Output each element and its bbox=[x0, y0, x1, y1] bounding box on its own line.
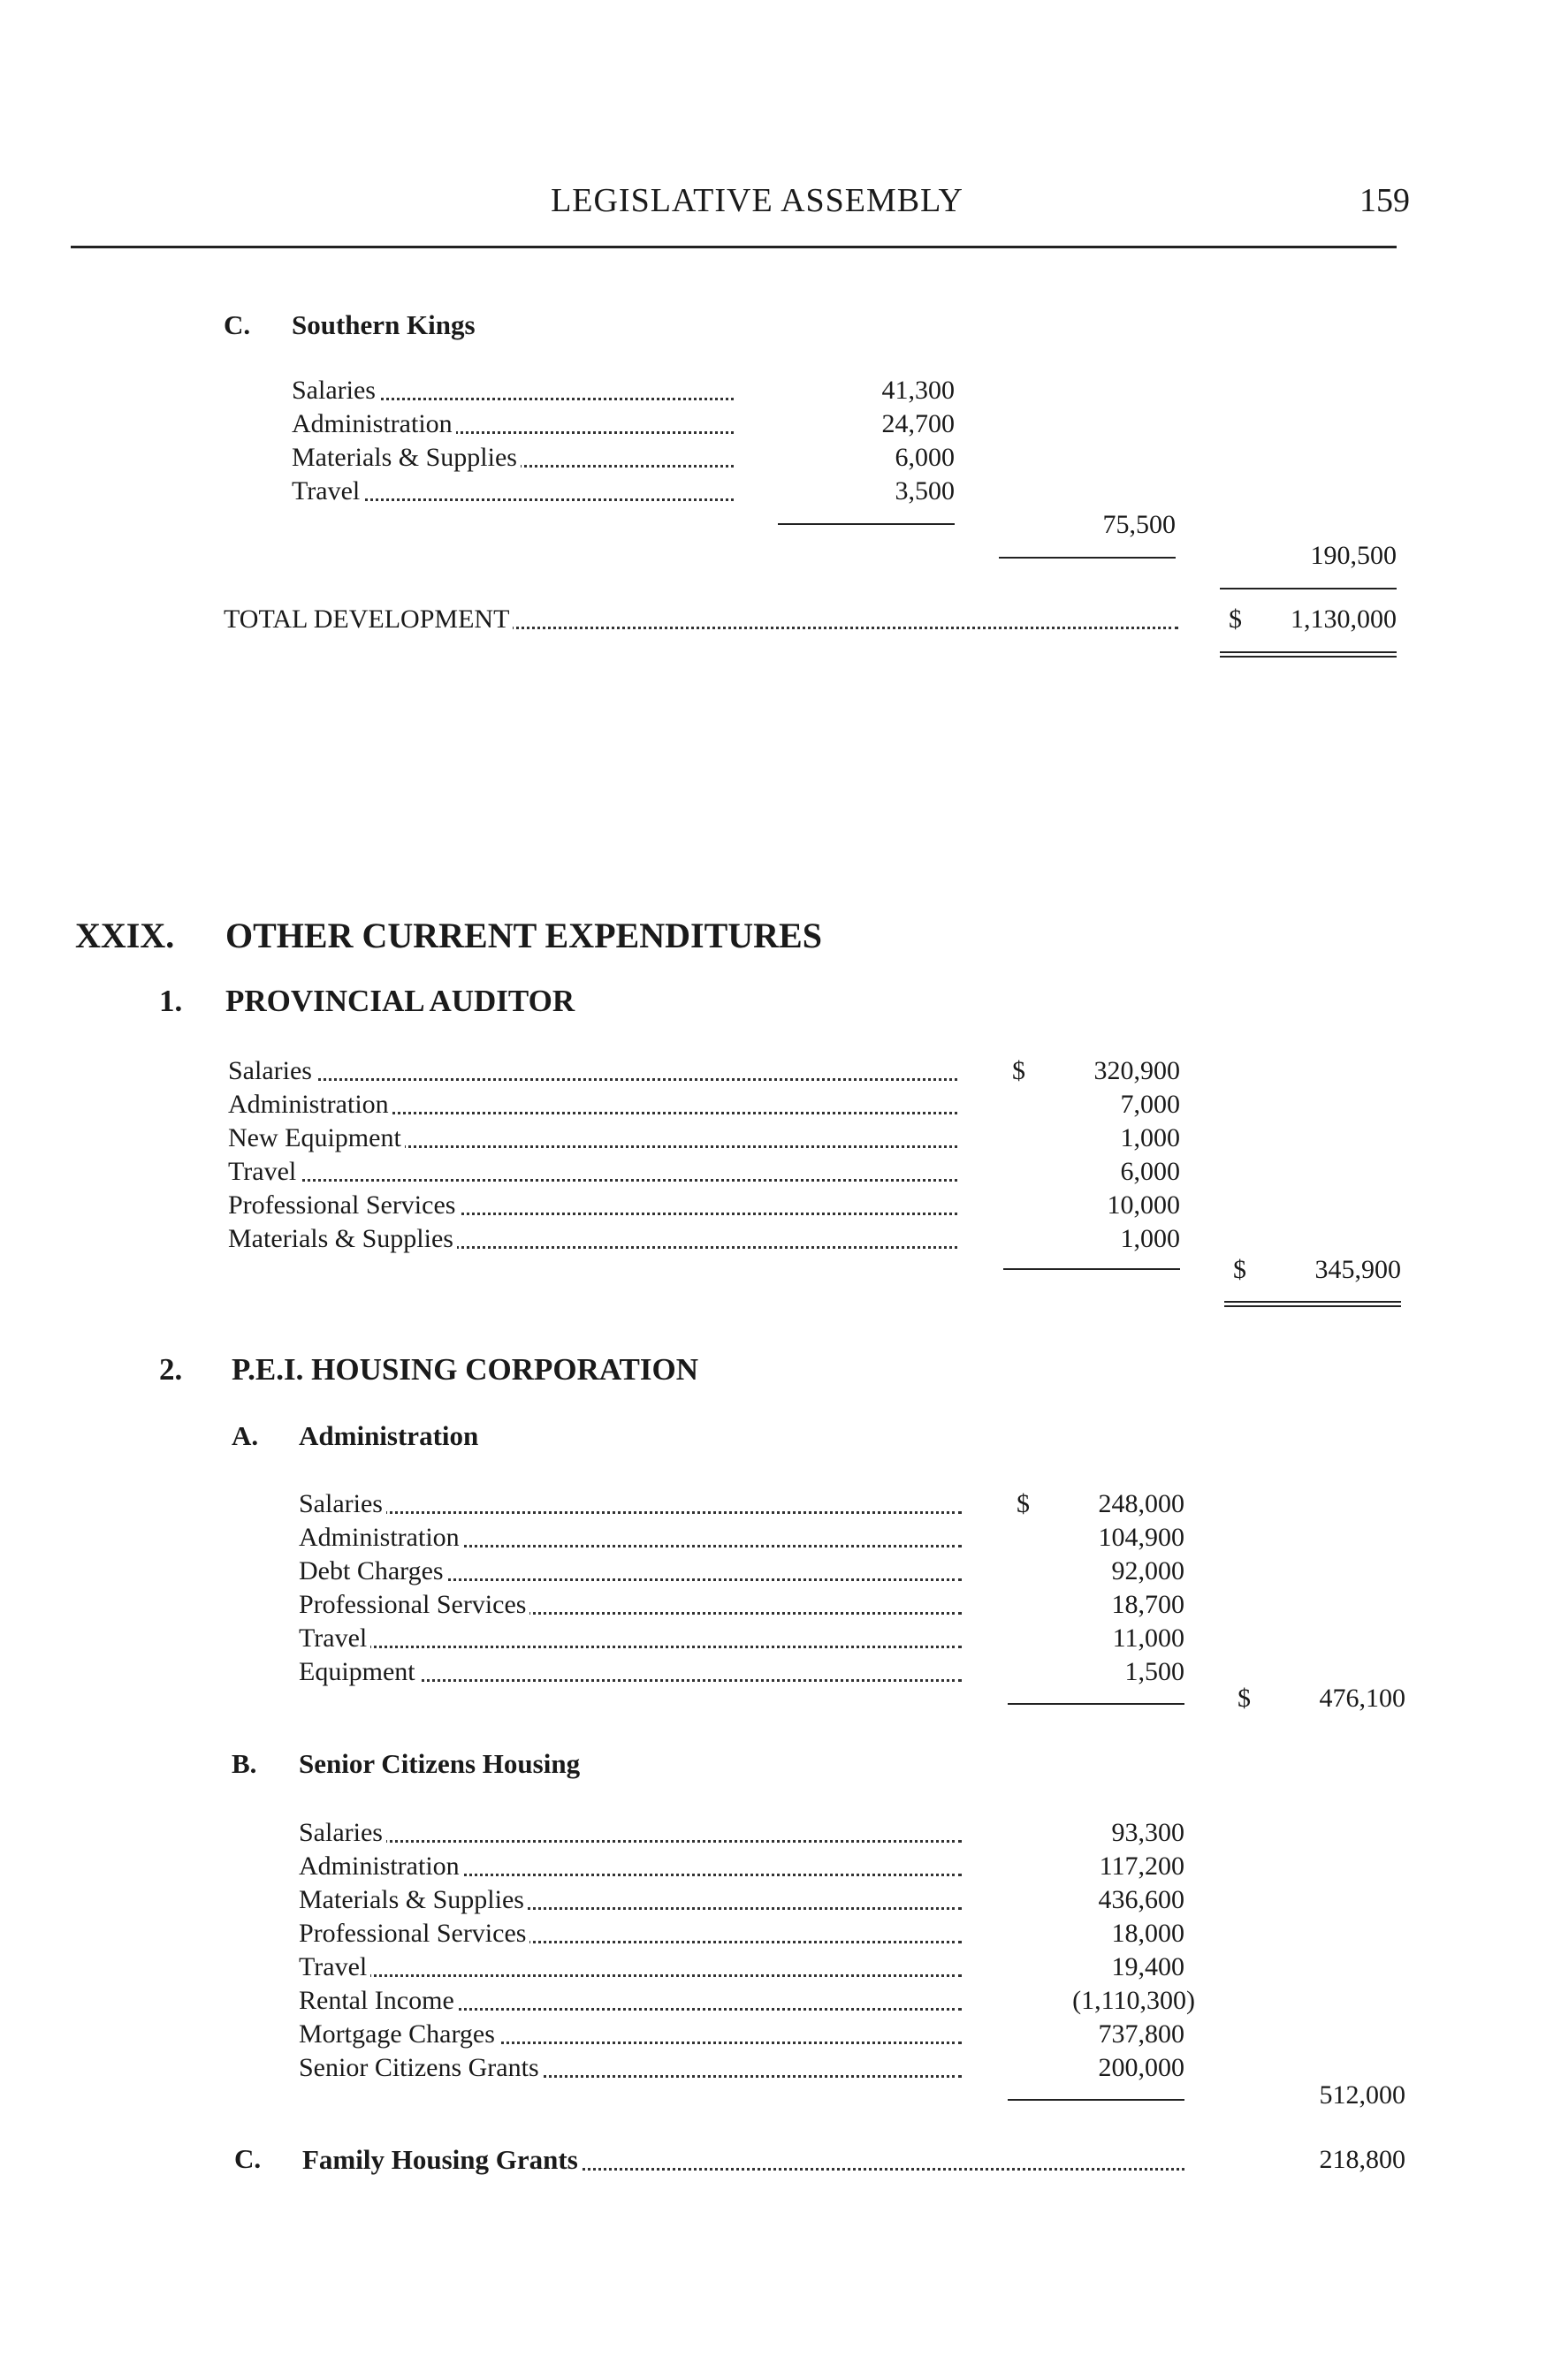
line-item-amount: (1,110,300) bbox=[1072, 1986, 1195, 2015]
family-housing-row bbox=[302, 2143, 1184, 2177]
part-title: OTHER CURRENT EXPENDITURES bbox=[225, 916, 822, 955]
line-item-label: Materials & Supplies bbox=[299, 1885, 528, 1914]
line-item-label: Administration bbox=[228, 1090, 392, 1119]
line-item-amount: 104,900 bbox=[1098, 1523, 1184, 1552]
line-item bbox=[228, 1088, 957, 1122]
subsection-title: Senior Citizens Housing bbox=[299, 1748, 581, 1779]
line-item bbox=[228, 1222, 957, 1256]
line-item bbox=[299, 2018, 962, 2051]
line-item-amount: 19,400 bbox=[1111, 1952, 1184, 1981]
line-item-label: Materials & Supplies bbox=[228, 1224, 457, 1253]
page-header-title: LEGISLATIVE ASSEMBLY bbox=[551, 182, 963, 219]
line-item-amount: 7,000 bbox=[1120, 1090, 1180, 1119]
line-item-label: Professional Services bbox=[299, 1590, 529, 1619]
line-item bbox=[299, 1816, 962, 1850]
line-item bbox=[228, 1122, 957, 1155]
line-item-amount: 6,000 bbox=[1120, 1157, 1180, 1186]
section-title: Southern Kings bbox=[292, 309, 476, 340]
line-item-amount: 320,900 bbox=[1093, 1056, 1180, 1085]
line-item bbox=[299, 1984, 962, 2018]
line-item-amount: 436,600 bbox=[1098, 1885, 1184, 1914]
line-item bbox=[292, 407, 734, 441]
line-item bbox=[299, 1655, 962, 1689]
line-item bbox=[299, 1850, 962, 1883]
line-item-label: Travel bbox=[299, 1952, 370, 1981]
subsection-title: Administration bbox=[299, 1420, 479, 1451]
line-item-amount: 1,000 bbox=[1120, 1123, 1180, 1152]
line-item-label: Mortgage Charges bbox=[299, 2019, 499, 2049]
subtotal-amount: 75,500 bbox=[1102, 510, 1176, 539]
subsection-total-amount: 218,800 bbox=[1319, 2145, 1405, 2174]
line-item-label: Administration bbox=[292, 409, 456, 438]
line-item-label: Travel bbox=[228, 1157, 300, 1186]
currency-symbol: $ bbox=[1233, 1255, 1246, 1284]
line-item-amount: 18,000 bbox=[1111, 1919, 1184, 1948]
line-item-amount: 200,000 bbox=[1098, 2053, 1184, 2082]
line-item bbox=[299, 1521, 962, 1555]
subtotal-rule bbox=[999, 557, 1176, 559]
line-item-label: Senior Citizens Grants bbox=[299, 2053, 543, 2082]
currency-symbol: $ bbox=[1012, 1056, 1025, 1085]
total-development-row bbox=[224, 603, 1178, 636]
double-rule bbox=[1224, 1301, 1401, 1307]
line-item-label: Salaries bbox=[299, 1818, 386, 1847]
line-item bbox=[299, 1950, 962, 1984]
line-item bbox=[292, 441, 734, 475]
line-item bbox=[228, 1054, 957, 1088]
line-item bbox=[299, 1555, 962, 1588]
currency-symbol: $ bbox=[1017, 1489, 1030, 1518]
subtotal-rule bbox=[1003, 1268, 1180, 1270]
line-item-amount: 41,300 bbox=[881, 376, 955, 405]
section-letter: C. bbox=[224, 309, 251, 340]
line-item-label: New Equipment bbox=[228, 1123, 405, 1152]
line-item bbox=[299, 1917, 962, 1950]
line-item-amount: 10,000 bbox=[1107, 1190, 1180, 1220]
line-item-label: Materials & Supplies bbox=[292, 443, 521, 472]
section-number: 1. bbox=[159, 984, 183, 1018]
line-item-label: Salaries bbox=[228, 1056, 316, 1085]
line-item-amount: 3,500 bbox=[895, 476, 955, 506]
subtotal-rule bbox=[1008, 2099, 1184, 2101]
subtotal-rule bbox=[1008, 1703, 1184, 1705]
line-item-amount: 117,200 bbox=[1099, 1852, 1184, 1881]
line-item bbox=[299, 1622, 962, 1655]
line-item-label: Debt Charges bbox=[299, 1556, 447, 1585]
subsection-letter: A. bbox=[232, 1420, 259, 1451]
line-item-label: Travel bbox=[292, 476, 363, 506]
part-number: XXIX. bbox=[75, 916, 175, 955]
double-rule bbox=[1220, 651, 1397, 658]
line-item-amount: 18,700 bbox=[1111, 1590, 1184, 1619]
line-item-amount: 737,800 bbox=[1098, 2019, 1184, 2049]
section-number: 2. bbox=[159, 1352, 183, 1387]
line-item-label: Professional Services bbox=[228, 1190, 459, 1220]
total-development-label: TOTAL DEVELOPMENT bbox=[224, 605, 513, 634]
subtotal-rule bbox=[778, 523, 955, 525]
line-item-label: Salaries bbox=[299, 1489, 386, 1518]
section-total-amount: 345,900 bbox=[1314, 1255, 1401, 1284]
line-item-amount: 248,000 bbox=[1098, 1489, 1184, 1518]
line-item-amount: 24,700 bbox=[881, 409, 955, 438]
line-item-amount: 93,300 bbox=[1111, 1818, 1184, 1847]
currency-symbol: $ bbox=[1238, 1684, 1251, 1713]
line-item-label: Professional Services bbox=[299, 1919, 529, 1948]
subsection-total-amount: 476,100 bbox=[1319, 1684, 1405, 1713]
line-item bbox=[292, 374, 734, 407]
line-item-amount: 92,000 bbox=[1111, 1556, 1184, 1585]
line-item bbox=[299, 1883, 962, 1917]
line-item-label: Salaries bbox=[292, 376, 379, 405]
line-item bbox=[292, 475, 734, 508]
line-item-amount: 11,000 bbox=[1112, 1623, 1184, 1653]
line-item-amount: 1,500 bbox=[1124, 1657, 1184, 1686]
subsection-letter: B. bbox=[232, 1748, 257, 1779]
section-title: P.E.I. HOUSING CORPORATION bbox=[232, 1352, 698, 1387]
line-item bbox=[299, 1588, 962, 1622]
line-item bbox=[299, 1487, 962, 1521]
line-item bbox=[299, 2051, 962, 2085]
line-item bbox=[228, 1155, 957, 1189]
line-item-label: Administration bbox=[299, 1852, 463, 1881]
subsection-total-amount: 512,000 bbox=[1319, 2080, 1405, 2110]
line-item-amount: 6,000 bbox=[895, 443, 955, 472]
line-item-label: Rental Income bbox=[299, 1986, 458, 2015]
total-development-amount: 1,130,000 bbox=[1291, 605, 1397, 634]
header-rule bbox=[71, 246, 1397, 248]
line-item-label: Administration bbox=[299, 1523, 463, 1552]
subsection-title: Family Housing Grants bbox=[302, 2144, 582, 2175]
currency-symbol: $ bbox=[1229, 605, 1242, 634]
line-item-label: Travel bbox=[299, 1623, 370, 1653]
page-number: 159 bbox=[1359, 182, 1410, 219]
line-item bbox=[228, 1189, 957, 1222]
section-title: PROVINCIAL AUDITOR bbox=[225, 984, 575, 1018]
line-item-amount: 1,000 bbox=[1120, 1224, 1180, 1253]
total-rule bbox=[1220, 588, 1397, 589]
subsection-letter: C. bbox=[234, 2143, 262, 2174]
section-total-amount: 190,500 bbox=[1310, 541, 1397, 570]
line-item-label: Equipment bbox=[299, 1657, 419, 1686]
